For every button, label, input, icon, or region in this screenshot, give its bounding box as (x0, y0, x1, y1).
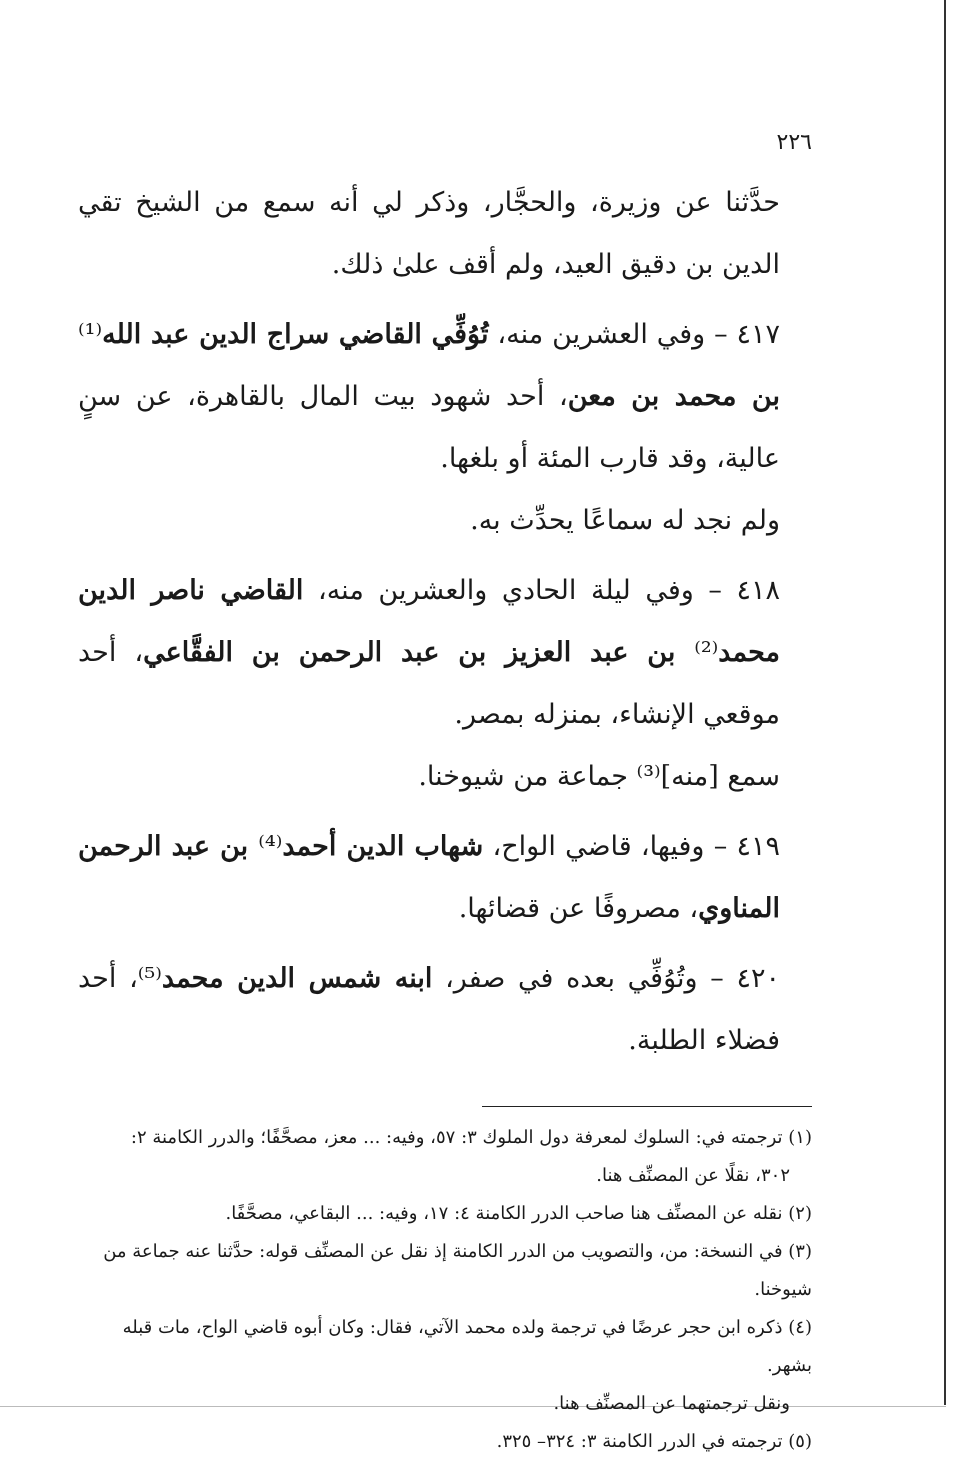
entry-name: القاضي ناصر الدين محمد (78, 575, 780, 668)
entry-pre: وفيها، قاضي الواح، (483, 831, 705, 862)
entry-name-cont: بن محمد بن معن (567, 381, 780, 412)
entry-pre: وفي العشرين منه، (488, 319, 706, 350)
page-number: ٢٢٦ (776, 130, 812, 155)
entry-text (78, 816, 812, 940)
entry-name: شهاب الدين أحمد (282, 831, 484, 862)
page-edge-line (944, 0, 946, 1405)
entry-419 (78, 816, 812, 940)
entry-dash: – (693, 575, 737, 606)
entry-name-cont: بن عبد العزيز بن عبد الرحمن بن الفقَّاعي (143, 637, 695, 668)
footnote-4-continuation: ونقل ترجمتهما عن المصنِّف هنا. (553, 1393, 790, 1414)
entry-pre: وتُوُفِّي بعده في صفر، (432, 963, 698, 994)
entry-name: تُوُفِّي القاضي سراج الدين عبد الله (102, 319, 489, 350)
entry-name: ابنه شمس الدين محمد (161, 963, 433, 994)
footnotes (78, 1119, 812, 1461)
entry-text (78, 304, 812, 490)
entry-418 (78, 560, 812, 808)
entry-post: ، أحد موقعي الإنشاء، بمنزله بمصر. (78, 637, 780, 730)
entry-post: ، مصروفًا عن قضائها. (458, 893, 699, 924)
footnote-1: (١) ترجمته في: السلوك لمعرفة دول الملوك ٣: ٥٧، وفيه: ... معز، مصحَّفًا؛ والدرر الكامنة ٢: (130, 1127, 812, 1148)
footnote-divider (482, 1106, 812, 1107)
footnote-1-continuation: ٣٠٢، نقلًا عن المصنِّف هنا. (596, 1165, 790, 1186)
footnote-4: (٤) ذكره ابن حجر عرضًا في ترجمة ولده محمد الآتي، فقال: وكان أبوه قاضي الواح، مات قبله بشهر. (122, 1317, 812, 1376)
footnote-ref: ⁽²⁾ (694, 637, 719, 668)
footnote-ref: ⁽¹⁾ (78, 319, 103, 350)
entry-name-cont: بن عبد الرحمن المناوي (78, 831, 780, 924)
entry-number: ٤١٨ (736, 575, 780, 606)
book-page (78, 128, 812, 1461)
entry-text (78, 560, 812, 746)
entry-text (78, 948, 812, 1072)
entry-number: ٤١٧ (736, 319, 780, 350)
footnote-5: (٥) ترجمته في الدرر الكامنة ٣: ٣٢٤– ٣٢٥. (496, 1431, 812, 1452)
entry-post: ، أحد فضلاء الطلبة. (78, 963, 780, 1056)
footnote-ref: ⁽⁴⁾ (258, 831, 283, 862)
entry-extra: ولم نجد له سماعًا يحدِّث به. (470, 505, 780, 536)
entry-dash: – (697, 963, 737, 994)
entry-dash: – (705, 319, 737, 350)
entry-extra: سمع [منه]⁽³⁾ جماعة من شيوخنا. (418, 761, 780, 792)
top-paragraph: حدَّثنا عن وزيرة، والحجَّار، وذكر لي أنه سمع من الشيخ تقي الدين بن دقيق العيد، ولم أقف علىٰ ذلك. (78, 187, 780, 280)
entry-number: ٤١٩ (736, 831, 780, 862)
footnote-ref: ⁽⁵⁾ (137, 963, 162, 994)
entry-post: ، أحد شهود بيت المال بالقاهرة، عن سنٍ عالية، وقد قارب المئة أو بلغها. (78, 381, 780, 474)
footnote-3: (٣) في النسخة: من، والتصويب من الدرر الكامنة إذ نقل عن المصنِّف قوله: حدَّثنا عنه جماعة من شيوخنا. (103, 1241, 812, 1300)
entry-420 (78, 948, 812, 1072)
footnote-2: (٢) نقله عن المصنِّف هنا صاحب الدرر الكامنة ٤: ١٧، وفيه: ... البقاعي، مصحَّفًا. (225, 1203, 812, 1224)
entry-pre: وفي ليلة الحادي والعشرين منه، (303, 575, 694, 606)
entry-number: ٤٢٠ (736, 963, 780, 994)
entry-dash: – (704, 831, 737, 862)
entry-417 (78, 304, 812, 552)
